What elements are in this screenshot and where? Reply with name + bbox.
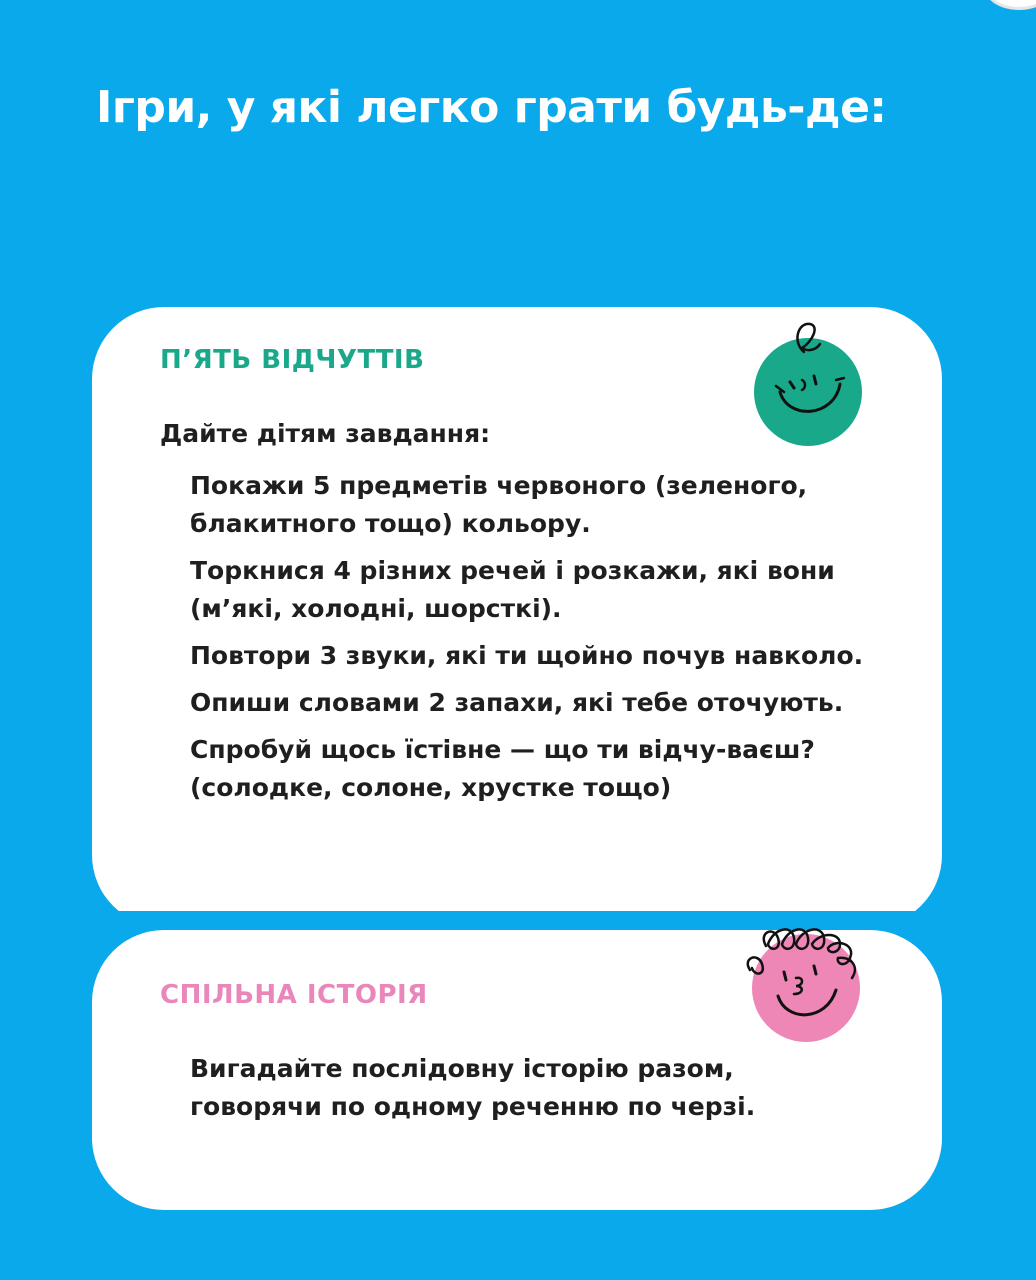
five-senses-intro: Дайте дітям завдання: xyxy=(160,419,491,448)
page-title: Ігри, у які легко грати будь-де: xyxy=(96,82,887,133)
shared-story-text: Вигадайте послідовну історію разом, говорячи по одному реченню по черзі. xyxy=(190,1054,756,1121)
right-eye xyxy=(814,966,816,974)
face-circle xyxy=(754,338,862,446)
task-list xyxy=(190,467,890,816)
list-item: Покажи 5 предметів червоного (зеленого, блакитного тощо) кольору. xyxy=(190,471,808,538)
smiley-face-green-icon xyxy=(752,312,868,448)
left-eye xyxy=(784,972,786,980)
shared-story-heading: СПІЛЬНА ІСТОРІЯ xyxy=(160,980,428,1010)
five-senses-heading: П’ЯТЬ ВІДЧУТТІВ xyxy=(160,345,425,375)
list-item: Торкнися 4 різних речей і розкажи, які вони (м’які, холодні, шорсткі). xyxy=(190,556,835,623)
list-item: Опиши словами 2 запахи, які тебе оточують. xyxy=(190,688,844,717)
right-eye xyxy=(814,376,816,384)
list-item: Спробуй щось їстівне — що ти відчу-ваєш? (солодке, солоне, хрустке тощо) xyxy=(190,735,815,802)
face-circle xyxy=(752,934,860,1042)
smiley-face-pink-icon xyxy=(740,918,872,1042)
corner-button[interactable] xyxy=(984,0,1036,10)
list-item: Повтори 3 звуки, які ти щойно почув навколо. xyxy=(190,641,864,670)
